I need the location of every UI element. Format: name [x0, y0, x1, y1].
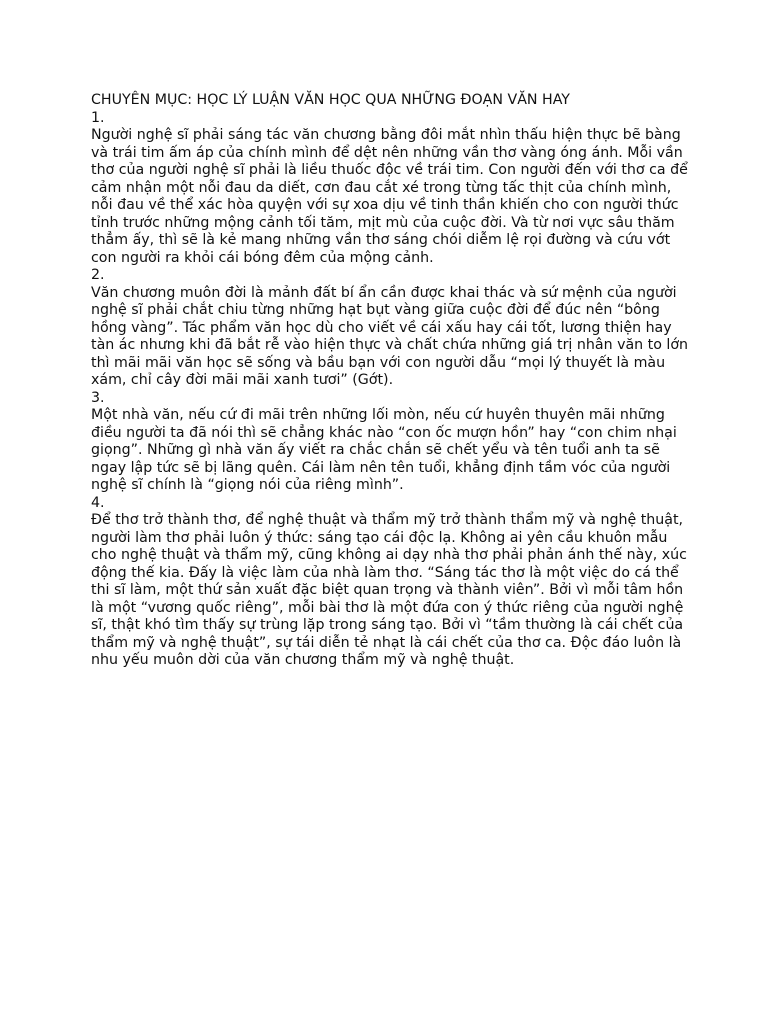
section-number-1: 1. — [91, 109, 105, 126]
section-number-2: 2. — [91, 267, 105, 283]
section-number-3: 3. — [91, 389, 105, 406]
section-number-4: 4. — [91, 494, 105, 511]
section-paragraph-1: Người nghệ sĩ phải sáng tác văn chương bằng đôi mắt nhìn thấu hiện thực bẽ bàng và trái tim ấm áp của chính mình để dệt nên những vần thơ vàng óng ánh. Mỗi vần thơ của người nghệ sĩ phải là liều thuốc độc về trái tim. Con người đến với thơ ca để cảm nhận một nỗi đau da diết, cơn đau cắt xé trong từng tấc thịt của chính mình, nỗi đau về thể xác hòa quyện với sự xoa dịu về tinh thần khiến cho con người thức tỉnh trước những mộng cảnh tối tăm, mịt mù của cuộc đời. Và từ nơi vực sâu thăm thẳm ấy, thì sẽ là kẻ mang những vần thơ sáng chói diễm lệ rọi đường và cứu vớt con người ra khỏi cái bóng đêm của mộng cảnh. — [91, 127, 688, 266]
section-paragraph-2: Văn chương muôn đời là mảnh đất bí ẩn cần được khai thác và sứ mệnh của người nghệ sĩ phải chắt chiu từng những hạt bụt vàng giữa cuộc đời để đúc nên “bông hồng vàng”. Tác phẩm văn học dù cho viết về cái xấu hay cái tốt, lương thiện hay tàn ác nhưng khi đã bắt rễ vào hiện thực và chất chứa những giá trị nhân văn to lớn thì mãi mãi văn học sẽ sống và bầu bạn với con người dẫu “mọi lý thuyết là màu xám, chỉ cây đời mãi mãi xanh tươi” (Gớt). — [91, 284, 689, 388]
document-title: CHUYÊN MỤC: HỌC LÝ LUẬN VĂN HỌC QUA NHỮNG ĐOẠN VĂN HAY — [91, 92, 570, 108]
section-paragraph-3: Một nhà văn, nếu cứ đi mãi trên những lối mòn, nếu cứ huyên thuyên mãi những điều người ta đã nói thì sẽ chẳng khác nào “con ốc mượn hồn” hay “con chim nhại giọng”. Những gì nhà văn ấy viết ra chắc chắn sẽ chết yểu và tên tuổi anh ta sẽ ngay lập tức sẽ bị lãng quên. Cái làm nên tên tuổi, khẳng định tầm vóc của người nghệ sĩ chính là “giọng nói của riêng mình”. — [91, 407, 677, 493]
section-paragraph-4: Để thơ trở thành thơ, để nghệ thuật và thẩm mỹ trở thành thẩm mỹ và nghệ thuật, người làm thơ phải luôn ý thức: sáng tạo cái độc lạ. Không ai yên cầu khuôn mẫu cho nghệ thuật và thẩm mỹ, cũng không ai dạy nhà thơ phải phản ánh thế này, xúc động thế kia. Đấy là việc làm của nhà làm thơ. “Sáng tác thơ là một việc do cá thể thi sĩ làm, một thứ sản xuất đặc biệt quan trọng và thành viên”. Bởi vì mỗi tâm hồn là một “vương quốc riêng”, mỗi bài thơ là một đứa con ý thức riêng của người nghệ sĩ, thật khó tìm thấy sự trùng lặp trong sáng tạo. Bởi vì “tầm thường là cái chết của thẩm mỹ và nghệ thuật”, sự tái diễn tẻ nhạt là cái chết của thơ ca. Độc đáo luôn là nhu yếu muôn dời của văn chương thẩm mỹ và nghệ thuật. — [91, 512, 687, 668]
document-body — [91, 92, 691, 670]
